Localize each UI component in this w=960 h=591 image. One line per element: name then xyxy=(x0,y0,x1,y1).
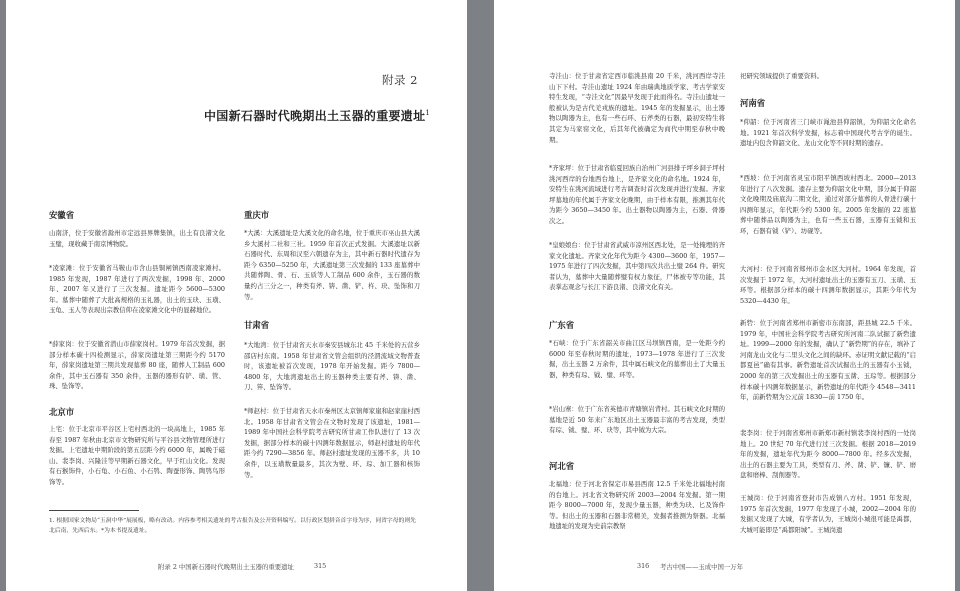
running-footer: 考古中国——玉成中国一万年 xyxy=(660,563,744,571)
site-entry-wangchenggang: 王城岗：位于河南省登封市告成镇八方村。1951 年发现，1975 年首次发掘，1977 年发现了小城，2002—2004 年的发掘又发现了大城，有学者认为，王城岗小城很可能是禹都，大城可能即是“禹都阳城”。王城岗遗 xyxy=(740,494,916,534)
site-entry-beifudi: 北福地：位于河北省保定市易县西南 12.5 千米处北福地村南的台地上。河北省文物研究所 2003—2004 年发掘。第一期距今 8000—7000 年，发现少量玉器，种类为玦、匕及饰件等。但出土的玉器和石器非常精美，发掘者推测为祭器。北福地遗址的发现为史前宗教祭 xyxy=(549,480,725,531)
left-page xyxy=(6,0,467,591)
site-entry-shannanji: 山南济，位于安徽省滁州市定远县界牌集镇，出土有良渚文化玉璧，现收藏于南京博物院。 xyxy=(49,229,225,248)
site-entry-qijiaping: *齐家坪：位于甘肃省临夏回族自治州广河县排子坪乡洞子坪村洮河西岸的台地西台地上，是齐家文化的命名地。1924 年，安特生在洮河流域进行考古调查时首次发现并进行发掘。齐家坪墓地的年代属于齐家文化晚期，由于样本有限，推测其年代为距今 3650—3450 年。出土器物以陶器为主，石器、骨器次之。 xyxy=(549,164,725,225)
site-entry-daxi: *大溪：大溪遗址是大溪文化的命名地，位于重庆市巫山县大溪乡大溪村二社和三社。1959 年首次正式发掘。大溪遗址以新石器时代、东周和汉至六朝遗存为主，其中新石器时代遗存为距今 6350—5250 年，大溪遗址第三次发掘的 133 座墓葬中共随葬陶、骨、石、玉质等人工制品 600 余件，玉石器的数量约占三分之一，种类有斧、锛、凿、铲、杵、玦、坠饰和刀等。 xyxy=(244,229,420,301)
running-footer: 附录 2 中国新石器时代晚期出土玉器的重要遗址 xyxy=(158,563,294,571)
site-entry-siwashan: 寺洼山：位于甘肃省定西市临洮县南 20 千米，洮河西岸寺洼山下下村。寺洼山遗址 1924 年由瑞典地质学家、考古学家安特生发现，“寺洼文化”因最早发现于此而得名。寺洼山遗址一般被认为是古代羌戎族的遗址。1945 年的发掘显示，出土器物以陶器为主，也有一些石环、石斧类的石器，最初安特生将其定为马家窑文化，后其年代被确定为商代中期至春秋中晚期。 xyxy=(549,72,725,144)
right-page xyxy=(494,0,955,591)
site-entry-xuejiagang: *薛家岗：位于安徽省潜山市薛家岗村。1979 年首次发掘，据部分样本碳十四检测显示，薛家岗遗址第三期距今约 5170 年，薛家岗遗址第三期共发现墓葬 80 座，随葬人工制品 600 余件，其中玉石器有 350 余件，玉器的器形有铲、璜、管、珠、坠饰等。 xyxy=(49,340,225,391)
footnote-rule xyxy=(49,510,139,511)
site-entry-dadiwan: *大地湾：位于甘肃省天水市秦安县城东北 45 千米处的五营乡邵店村东南。1958 年甘肃省文管会组织的泾渭流域文物普查时，该遗址被首次发现，1978 年开始发掘。距今 7800—4800 年，大地湾遗址出土的玉器种类主要有斧、锛、凿、刀、笄、坠饰等。 xyxy=(244,341,420,392)
title-footnote-mark: 1 xyxy=(425,109,431,117)
site-entry-beifudi-continued: 祀研究领域提供了重要资料。 xyxy=(740,72,824,80)
section-heading-hebei: 河北省 xyxy=(549,461,575,471)
section-heading-chongqing: 重庆市 xyxy=(244,210,270,220)
footnote: 1. 根据国家文物局“玉洞中华”展展板，略有改动。内容参考相关遗址的考古报告及公开资料编写。以行政区划拼音首字母为序，同省字母的则先北后南，先西后东。*为本书提及遗址。 xyxy=(49,518,416,534)
title-text: 中国新石器时代晚期出土玉器的重要遗址 xyxy=(204,109,426,123)
document-title xyxy=(204,107,430,124)
site-entry-huangniangniangtai: *皇娘娘台：位于甘肃省武威市凉州区西北处，是一处掩埋的齐家文化遗址。齐家文化年代为距今 4300—3600 年，1957—1975 年进行了四次发掘，其中第四次共出土璧 264 件。研究者认为，墓葬中大量随葬璧有权力象征，尸体被专等功能，其表掌态观念与长江下游良渚、良渚文化有关。 xyxy=(549,241,725,292)
site-entry-xipo: *西坡：位于河南省灵宝市阳平镇西坡村西北。2000—2013 年进行了八次发掘。遗存主要为仰韶文化中期，部分属于仰韶文化晚期及庙底沟二期文化，通过对部分墓葬的人骨进行碳十四测年显示，年代距今约 5300 年。2005 年发掘的 22 座墓葬中随葬品以陶器为主，也有一些玉石器，玉器有玉钺和玉环，石器有钺（铲）、坊砚等。 xyxy=(740,174,916,235)
site-entry-shangzhai: 上宅：位于北京市平谷区上宅村西北的一块高地上，1985 年春至 1987 年秋由北京市文物研究所与平谷县文物管理所进行发掘。上宅遗址中期阶段的第五层距今约 6000 年，属晚于磁山、裴李岗、兴隆洼等早期新石器文化，早于红山文化。发现有石猴饰件，小石龟、小石鱼、小石鸮、陶蚕形饰、陶鸮鸟形饰等。 xyxy=(49,425,225,486)
site-entry-shixia: *石峡：位于广东省韶关市曲江区马坝镇西南，是一处距今约 6000 年至春秋时期的遗址，1973—1978 年进行了三次发掘，出土玉器 2 万余件，其中属石峡文化的墓葬出土了大量玉器，种类有琮、钺、璧、环等。 xyxy=(549,339,725,379)
site-entry-yangshao: *仰韶：位于河南省三门峡市渑池县仰韶镇，为仰韶文化命名地。1921 年首次科学发掘，标志着中国现代考古学的诞生。遗址内包含仰韶文化、龙山文化等不同时期的遗存。 xyxy=(740,118,916,148)
page-number: 315 xyxy=(314,562,327,570)
section-heading-gansu: 甘肃省 xyxy=(244,320,270,330)
page-number: 316 xyxy=(637,562,650,570)
site-entry-yanshanzhai: *岩山寨：位于广东省英德市青塘镇岩背村。其石峡文化时期的墓地是近 50 年来广东地区出土玉器最丰富的考古发现，类型有琮、钺、璧、环、玦等，其中钺为大宗。 xyxy=(549,405,725,435)
site-entry-lingjiatan: *凌家滩：位于安徽省马鞍山市含山县铜闸镇西南凌家滩村。1985 年发现，1987 年进行了两次发掘，1998 年、2000 年、2007 年又进行了三次发掘。遗址距今 5600—5300 年。墓葬中随葬了大批高规格的玉礼器，出土的玉玦、玉璜、玉龟、玉人等表现出宗教信仰在凌家滩文化中的显赫地位。 xyxy=(49,264,225,315)
section-heading-beijing: 北京市 xyxy=(49,407,75,417)
site-entry-xinzhai: 新砦：位于河南省郑州市新密市东南部，距县城 22.5 千米。1979 年，中国社会科学院考古研究所河南二队试掘了新砦遗址。1999—2000 年的发掘，确认了“新砦期”的存在，填补了河南龙山文化与二里头文化之间的缺环。赤证明文献记载的“启都夏邑”确有其事。新砦遗址首次试掘出土的玉器有小玉钺，2000 年的第三次发掘出土的玉器有玉凿、玉琮等。根据部分样本碳十四测年数据显示，新砦遗址的年代距今 4548—3411 年，前新砦期为公元前 1830—前 1750 年。 xyxy=(740,319,916,402)
appendix-label: 附录 2 xyxy=(382,73,418,87)
section-heading-anhui: 安徽省 xyxy=(49,210,75,220)
section-heading-henan: 河南省 xyxy=(740,98,766,108)
section-heading-guangdong: 广东省 xyxy=(549,320,575,330)
site-entry-peiligang: 裴李岗：位于河南省郑州市新郑市新村镇裴李岗村西的一处岗地上。20 世纪 70 年代进行过三次发掘。根据 2018—2019 年的发掘，遗址年代为距今 8000—7800 年。经多次发掘，出土的石器主要为工具，类型有刀、斧、凿、铲、镰、铲、磨盘和磨棒、刮削器等。 xyxy=(740,429,916,480)
site-entry-dahecun: 大河村：位于河南省郑州市金水区大河村。1964 年发现，首次发掘于 1972 年，大河村遗址出土的玉器有玉刀、玉璜、玉环等。根据部分样本的碳十四测年数据显示，其距今年代为 5320—4430 年。 xyxy=(740,265,916,305)
site-entry-shizhaocun: *师赵村：位于甘肃省天水市秦州区太京镇师家崖和赵家崖村西北。1958 年甘肃省文管会在文物时发现了该遗址，1981—1989 年中国社会科学院考古研究所甘肃工作队进行了 13 次发掘，据部分样本的碳十四测年数据显示，师赵村遗址的年代距今约 7290—3856 年。师赵村遗址发现的玉器不多，共 10 余件，以玉璜数量最多，其次为壁、环、琮、加工器和核饰等。 xyxy=(244,407,420,479)
